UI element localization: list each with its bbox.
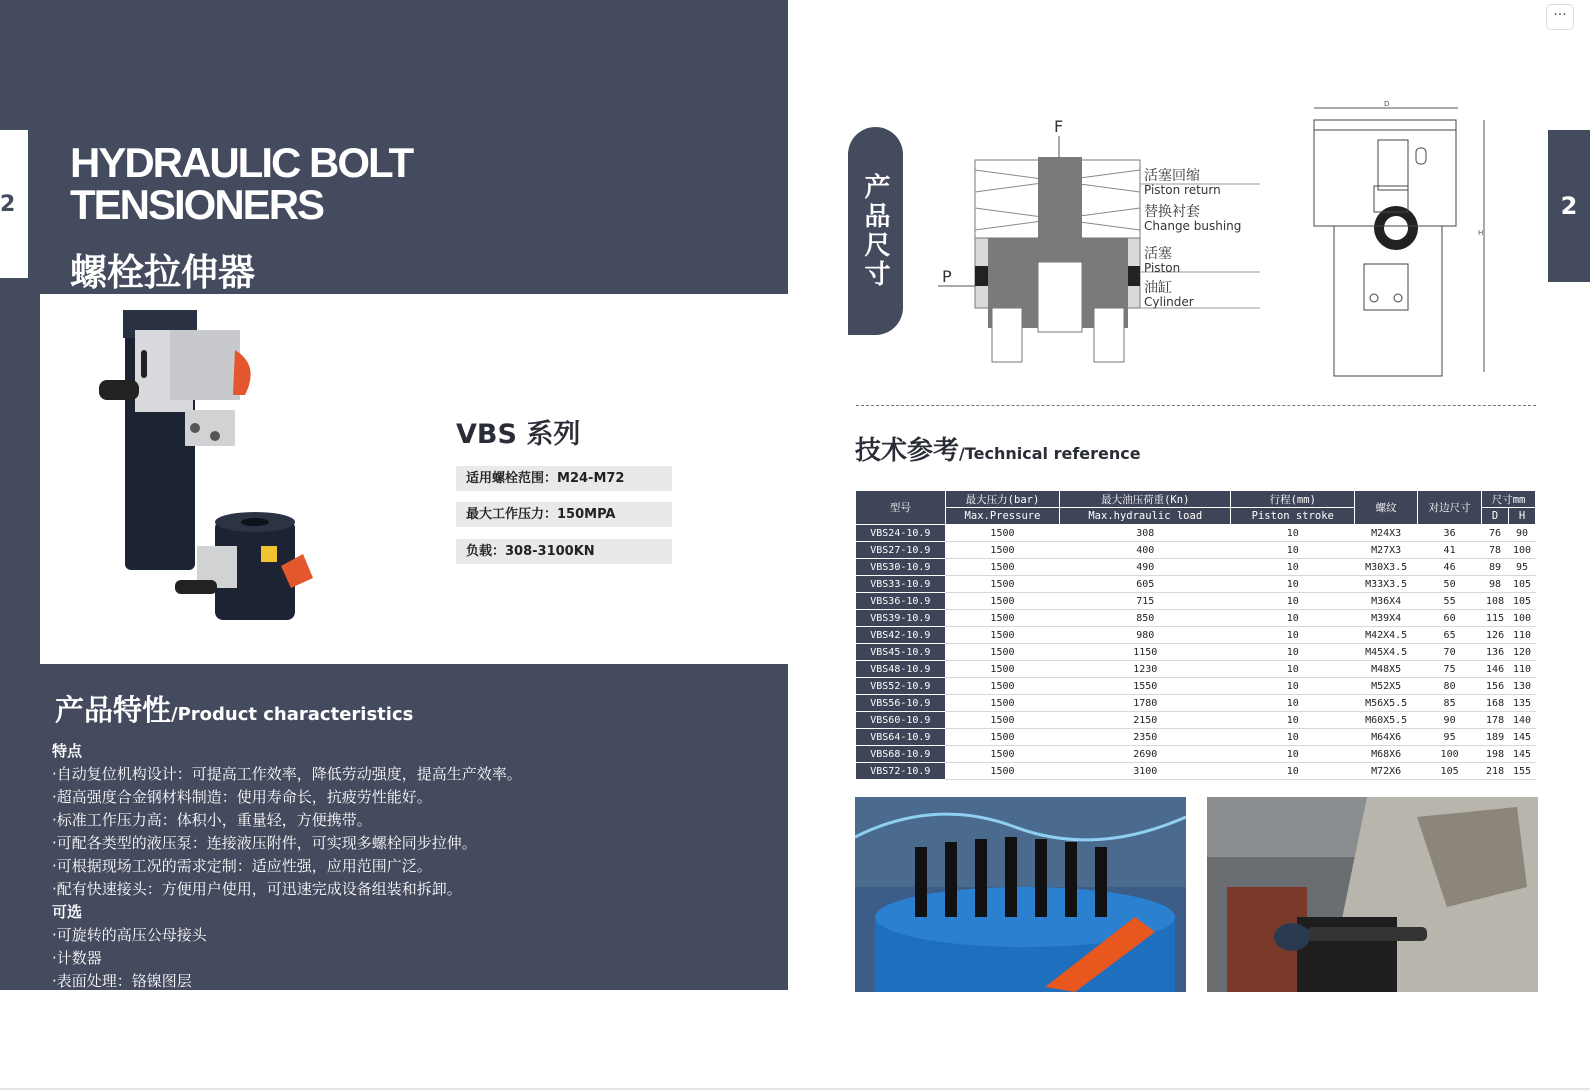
option-item: ·表面处理：铬镍图层	[52, 972, 192, 990]
table-row	[856, 661, 1536, 678]
feature-item: ·可根据现场工况的需求定制：适应性强，应用范围广泛。	[52, 857, 432, 875]
page-number-tab: 2	[1548, 130, 1590, 282]
table-cell: 1500	[945, 593, 1060, 610]
table-cell: 85	[1418, 695, 1482, 712]
features-list	[52, 740, 522, 993]
table-cell: 10	[1231, 610, 1355, 627]
page-number-tab: 2	[0, 130, 28, 278]
col-d: D	[1482, 508, 1509, 525]
table-cell: 108	[1482, 593, 1509, 610]
table-cell: 400	[1060, 542, 1231, 559]
table-cell: 850	[1060, 610, 1231, 627]
table-cell: 168	[1482, 695, 1509, 712]
table-cell: 1500	[945, 729, 1060, 746]
table-cell: 10	[1231, 746, 1355, 763]
table-cell: 3100	[1060, 763, 1231, 780]
table-row	[856, 712, 1536, 729]
table-cell: 115	[1482, 610, 1509, 627]
table-cell: VBS45-10.9	[856, 644, 946, 661]
table-cell: M39X4	[1355, 610, 1418, 627]
table-cell: 95	[1418, 729, 1482, 746]
table-cell: VBS33-10.9	[856, 576, 946, 593]
table-cell: M64X6	[1355, 729, 1418, 746]
table-cell: M72X6	[1355, 763, 1418, 780]
table-cell: M30X3.5	[1355, 559, 1418, 576]
table-row	[856, 610, 1536, 627]
table-cell: 90	[1418, 712, 1482, 729]
features-heading: 特点	[52, 742, 83, 760]
col-stroke-en: Piston stroke	[1231, 508, 1355, 525]
table-cell: 1500	[945, 644, 1060, 661]
table-cell: 1500	[945, 678, 1060, 695]
table-cell: M36X4	[1355, 593, 1418, 610]
table-cell: 120	[1509, 644, 1536, 661]
table-cell: M56X5.5	[1355, 695, 1418, 712]
page-title-en: HYDRAULIC BOLT TENSIONERS	[70, 139, 413, 228]
table-cell: 1550	[1060, 678, 1231, 695]
application-photo-2	[1207, 797, 1538, 992]
table-cell: M27X3	[1355, 542, 1418, 559]
table-cell: VBS56-10.9	[856, 695, 946, 712]
table-cell: M52X5	[1355, 678, 1418, 695]
table-cell: 46	[1418, 559, 1482, 576]
table-cell: 65	[1418, 627, 1482, 644]
table-cell: 10	[1231, 593, 1355, 610]
dimension-d-label: D	[1384, 100, 1390, 108]
table-row	[856, 525, 1536, 542]
col-h: H	[1509, 508, 1536, 525]
viewer-bottom-edge	[0, 1088, 1590, 1090]
feature-item: ·配有快速接头：方便用户使用，可迅速完成设备组装和拆卸。	[52, 880, 462, 898]
table-cell: 2350	[1060, 729, 1231, 746]
spec-row: 负载：308-3100KN	[456, 539, 672, 564]
table-cell: 89	[1482, 559, 1509, 576]
cylinder-label-en: Cylinder	[1144, 295, 1194, 309]
table-cell: 146	[1482, 661, 1509, 678]
characteristics-title: 产品特性/Product characteristics	[55, 693, 414, 727]
table-cell: M24X3	[1355, 525, 1418, 542]
table-cell: 78	[1482, 542, 1509, 559]
table-cell: 490	[1060, 559, 1231, 576]
col-load-en: Max.hydraulic load	[1060, 508, 1231, 525]
table-cell: 110	[1509, 627, 1536, 644]
table-row	[856, 593, 1536, 610]
table-cell: 50	[1418, 576, 1482, 593]
col-model: 型号	[856, 491, 946, 525]
table-cell: M48X5	[1355, 661, 1418, 678]
table-cell: VBS48-10.9	[856, 661, 946, 678]
section-divider	[856, 405, 1536, 406]
feature-item: ·标准工作压力高：体积小，重量轻，方便携带。	[52, 811, 372, 829]
table-cell: 105	[1509, 576, 1536, 593]
table-cell: 10	[1231, 525, 1355, 542]
pressure-port-label: P	[942, 267, 952, 286]
page-title-cn: 螺栓拉伸器	[70, 251, 255, 294]
table-cell: 10	[1231, 695, 1355, 712]
table-cell: 55	[1418, 593, 1482, 610]
table-cell: VBS39-10.9	[856, 610, 946, 627]
table-cell: 145	[1509, 729, 1536, 746]
table-cell: 1500	[945, 627, 1060, 644]
table-cell: VBS72-10.9	[856, 763, 946, 780]
col-pressure-en: Max.Pressure	[945, 508, 1060, 525]
table-cell: 10	[1231, 678, 1355, 695]
table-cell: M68X6	[1355, 746, 1418, 763]
table-cell: 980	[1060, 627, 1231, 644]
table-cell: 10	[1231, 542, 1355, 559]
technical-reference-title: 技术参考/Technical reference	[855, 436, 1141, 466]
table-cell: 10	[1231, 661, 1355, 678]
table-row	[856, 678, 1536, 695]
table-cell: 136	[1482, 644, 1509, 661]
table-cell: 41	[1418, 542, 1482, 559]
table-row	[856, 746, 1536, 763]
piston-label: 活塞	[1144, 246, 1172, 262]
table-cell: VBS68-10.9	[856, 746, 946, 763]
table-cell: 1150	[1060, 644, 1231, 661]
table-cell: M45X4.5	[1355, 644, 1418, 661]
cylinder-label: 油缸	[1144, 280, 1172, 296]
table-cell: 98	[1482, 576, 1509, 593]
table-cell: 80	[1418, 678, 1482, 695]
table-cell: 10	[1231, 644, 1355, 661]
table-cell: M33X3.5	[1355, 576, 1418, 593]
table-cell: 1230	[1060, 661, 1231, 678]
col-stroke: 行程(mm)	[1231, 491, 1355, 508]
table-cell: 1500	[945, 763, 1060, 780]
table-cell: 75	[1418, 661, 1482, 678]
table-cell: 95	[1509, 559, 1536, 576]
table-cell: 1500	[945, 712, 1060, 729]
table-cell: 1500	[945, 610, 1060, 627]
table-cell: VBS64-10.9	[856, 729, 946, 746]
table-cell: 1500	[945, 576, 1060, 593]
feature-item: ·可配各类型的液压泵：连接液压附件，可实现多螺栓同步拉伸。	[52, 834, 477, 852]
spec-row: 适用螺栓范围：M24-M72	[456, 466, 672, 491]
table-cell: 70	[1418, 644, 1482, 661]
col-load: 最大油压荷重(Kn)	[1060, 491, 1231, 508]
spec-row: 最大工作压力：150MPA	[456, 502, 672, 527]
table-cell: 1500	[945, 661, 1060, 678]
table-cell: 178	[1482, 712, 1509, 729]
table-row	[856, 695, 1536, 712]
table-cell: VBS42-10.9	[856, 627, 946, 644]
table-cell: 218	[1482, 763, 1509, 780]
table-row	[856, 729, 1536, 746]
table-cell: 36	[1418, 525, 1482, 542]
table-cell: VBS27-10.9	[856, 542, 946, 559]
force-label: F	[1054, 117, 1064, 136]
table-cell: 135	[1509, 695, 1536, 712]
piston-return-label-en: Piston return	[1144, 183, 1221, 197]
table-cell: 126	[1482, 627, 1509, 644]
table-cell: 2690	[1060, 746, 1231, 763]
table-row	[856, 559, 1536, 576]
outline-drawing	[1308, 100, 1498, 382]
table-cell: 76	[1482, 525, 1509, 542]
table-cell: 130	[1509, 678, 1536, 695]
application-photo-1	[855, 797, 1186, 992]
table-cell: 10	[1231, 576, 1355, 593]
cross-section-diagram	[930, 112, 1270, 372]
table-cell: 105	[1509, 593, 1536, 610]
table-body	[856, 525, 1536, 780]
table-cell: 308	[1060, 525, 1231, 542]
table-cell: 60	[1418, 610, 1482, 627]
table-cell: 100	[1509, 610, 1536, 627]
table-cell: 1500	[945, 525, 1060, 542]
table-cell: VBS24-10.9	[856, 525, 946, 542]
option-item: ·可旋转的高压公母接头	[52, 926, 207, 944]
col-thread: 螺纹	[1355, 491, 1418, 525]
option-item: ·计数器	[52, 949, 102, 967]
table-cell: VBS30-10.9	[856, 559, 946, 576]
table-cell: 10	[1231, 763, 1355, 780]
table-cell: 189	[1482, 729, 1509, 746]
spec-table	[855, 490, 1536, 780]
change-bushing-label: 替换衬套	[1144, 204, 1200, 220]
dimension-h-label: H	[1478, 229, 1484, 237]
table-row	[856, 576, 1536, 593]
table-cell: 100	[1418, 746, 1482, 763]
table-cell: 1500	[945, 695, 1060, 712]
tensioner-product-image	[85, 310, 325, 626]
table-cell: 105	[1418, 763, 1482, 780]
table-cell: 140	[1509, 712, 1536, 729]
change-bushing-label-en: Change bushing	[1144, 219, 1242, 233]
more-menu-button[interactable]: ···	[1546, 4, 1574, 30]
table-cell: 1780	[1060, 695, 1231, 712]
table-cell: 145	[1509, 746, 1536, 763]
piston-label-en: Piston	[1144, 261, 1181, 275]
col-across: 对边尺寸	[1418, 491, 1482, 525]
table-cell: 10	[1231, 729, 1355, 746]
table-cell: VBS60-10.9	[856, 712, 946, 729]
table-cell: 715	[1060, 593, 1231, 610]
table-cell: VBS52-10.9	[856, 678, 946, 695]
table-cell: 110	[1509, 661, 1536, 678]
col-pressure: 最大压力(bar)	[945, 491, 1060, 508]
table-cell: 156	[1482, 678, 1509, 695]
table-cell: M60X5.5	[1355, 712, 1418, 729]
product-panel	[40, 294, 788, 664]
table-row	[856, 627, 1536, 644]
table-cell: VBS36-10.9	[856, 593, 946, 610]
table-cell: 1500	[945, 542, 1060, 559]
table-cell: 2150	[1060, 712, 1231, 729]
left-page	[0, 0, 788, 990]
piston-return-label: 活塞回缩	[1144, 168, 1200, 184]
col-size: 尺寸mm	[1482, 491, 1536, 508]
table-cell: 10	[1231, 627, 1355, 644]
table-cell: 10	[1231, 559, 1355, 576]
table-cell: M42X4.5	[1355, 627, 1418, 644]
table-cell: 155	[1509, 763, 1536, 780]
feature-item: ·自动复位机构设计：可提高工作效率，降低劳动强度，提高生产效率。	[52, 765, 522, 783]
series-name: VBS 系列	[456, 419, 581, 450]
table-cell: 198	[1482, 746, 1509, 763]
table-row	[856, 763, 1536, 780]
section-tab-dimensions: 产品尺寸	[848, 127, 903, 335]
table-cell: 1500	[945, 746, 1060, 763]
table-cell: 10	[1231, 712, 1355, 729]
table-cell: 100	[1509, 542, 1536, 559]
table-cell: 90	[1509, 525, 1536, 542]
table-row	[856, 542, 1536, 559]
feature-item: ·超高强度合金钢材料制造：使用寿命长，抗疲劳性能好。	[52, 788, 432, 806]
table-cell: 1500	[945, 559, 1060, 576]
table-cell: 605	[1060, 576, 1231, 593]
table-row	[856, 644, 1536, 661]
options-heading: 可选	[52, 903, 83, 921]
